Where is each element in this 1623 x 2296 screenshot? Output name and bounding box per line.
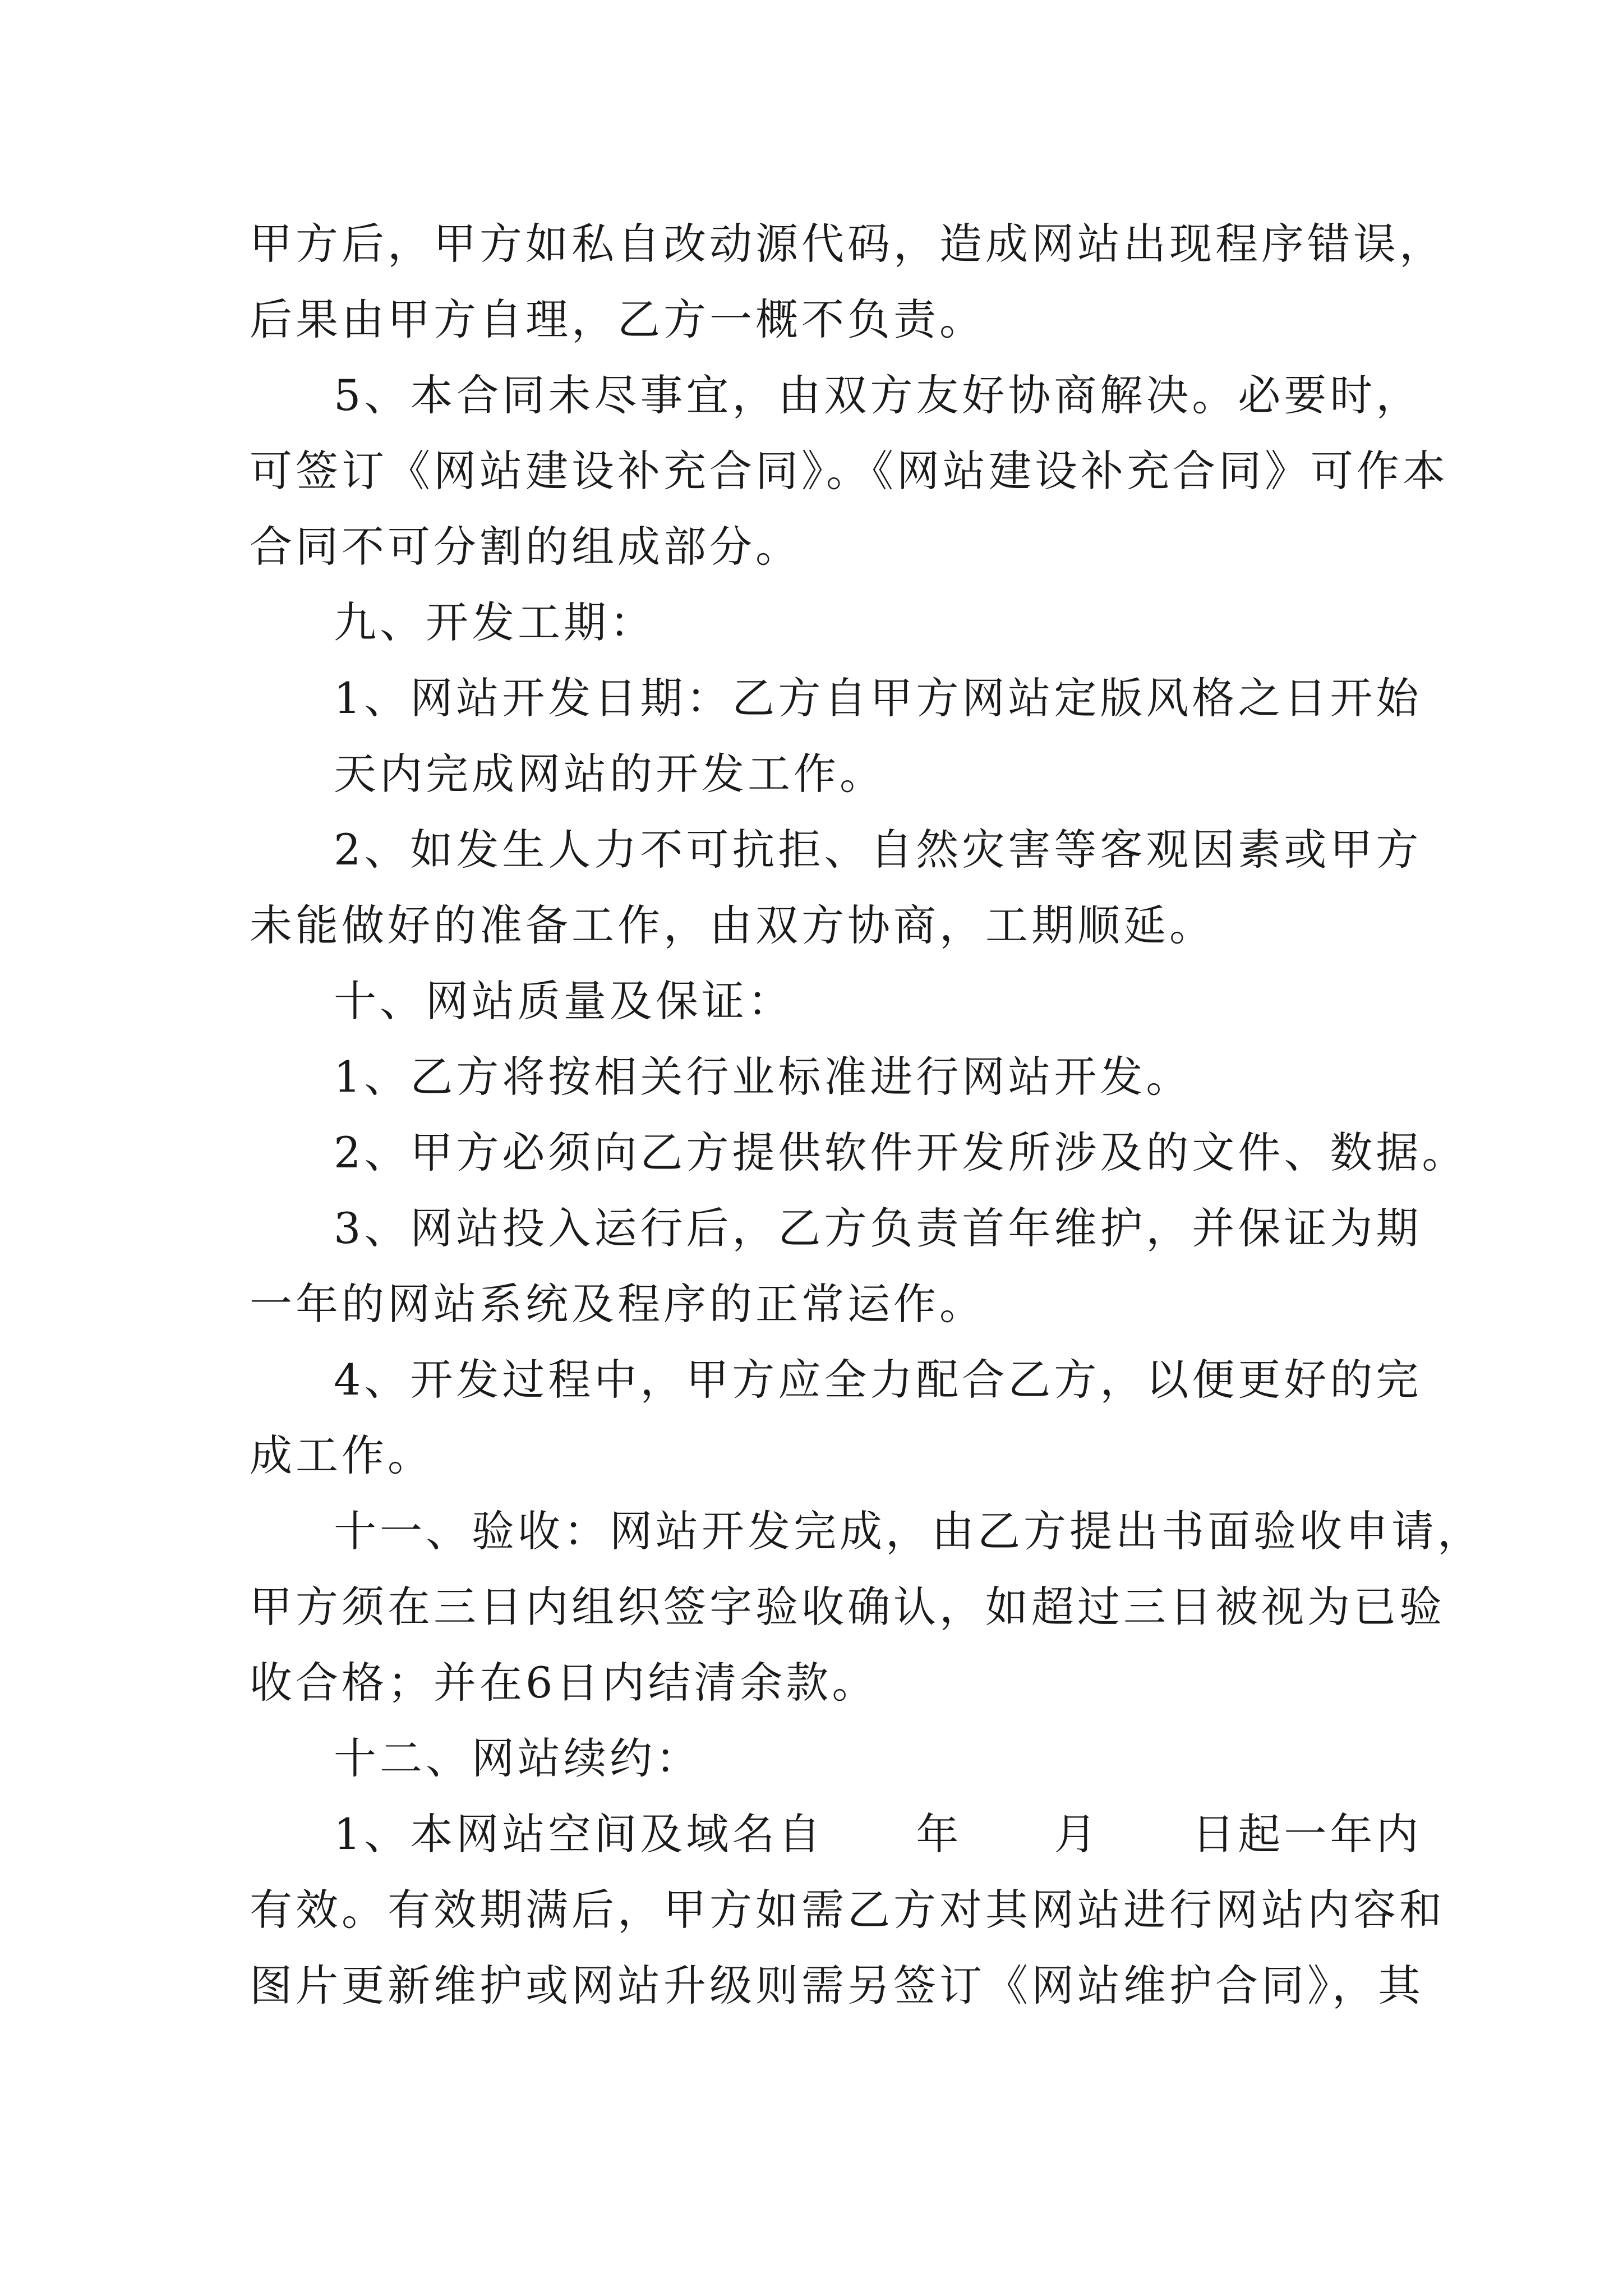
text-line: 5、本合同未尽事宜，由双方友好协商解决。必要时， <box>334 370 1422 420</box>
text-line: 2、如发生人力不可抗拒、自然灾害等客观因素或甲方 <box>334 825 1422 875</box>
text-line: 十一、验收：网站开发完成，由乙方提出书面验收申请， <box>334 1506 1483 1556</box>
text-line: 天内完成网站的开发工作。 <box>334 749 886 799</box>
text-line: 可签订《网站建设补充合同》。《网站建设补充合同》可作本 <box>250 446 1449 496</box>
text-line: 有效。有效期满后，甲方如需乙方对其网站进行网站内容和 <box>250 1885 1445 1935</box>
text-line: 4、开发过程中，甲方应全力配合乙方，以便更好的完 <box>334 1355 1422 1405</box>
text-line: 2、甲方必须向乙方提供软件开发所涉及的文件、数据。 <box>334 1128 1468 1177</box>
text-line: 收合格；并在6日内结清余款。 <box>250 1658 878 1708</box>
section-heading: 十、网站质量及保证： <box>334 976 794 1026</box>
text-line: 1、网站开发日期：乙方自甲方网站定版风格之日开始 <box>334 673 1422 723</box>
text-line: 未能做好的准备工作，由双方协商，工期顺延。 <box>250 900 1215 950</box>
section-heading: 十二、网站续约： <box>334 1733 702 1783</box>
text-line: 成工作。 <box>250 1430 434 1480</box>
text-line: 甲方须在三日内组织签字验收确认，如超过三日被视为已验 <box>250 1582 1445 1632</box>
section-heading: 九、开发工期： <box>334 597 656 647</box>
text-line: 1、乙方将按相关行业标准进行网站开发。 <box>334 1052 1192 1102</box>
text-line: 甲方后，甲方如私自改动源代码，造成网站出现程序错误， <box>250 219 1445 269</box>
text-line: 1、本网站空间及域名自 年 月 日起一年内 <box>334 1809 1422 1859</box>
text-line: 3、网站投入运行后，乙方负责首年维护，并保证为期 <box>334 1203 1422 1253</box>
text-line: 合同不可分割的组成部分。 <box>250 522 801 572</box>
text-line: 后果由甲方自理，乙方一概不负责。 <box>250 295 985 344</box>
text-line: 图片更新维护或网站升级则需另签订《网站维护合同》，其 <box>250 1961 1424 2010</box>
text-line: 一年的网站系统及程序的正常运作。 <box>250 1279 985 1329</box>
